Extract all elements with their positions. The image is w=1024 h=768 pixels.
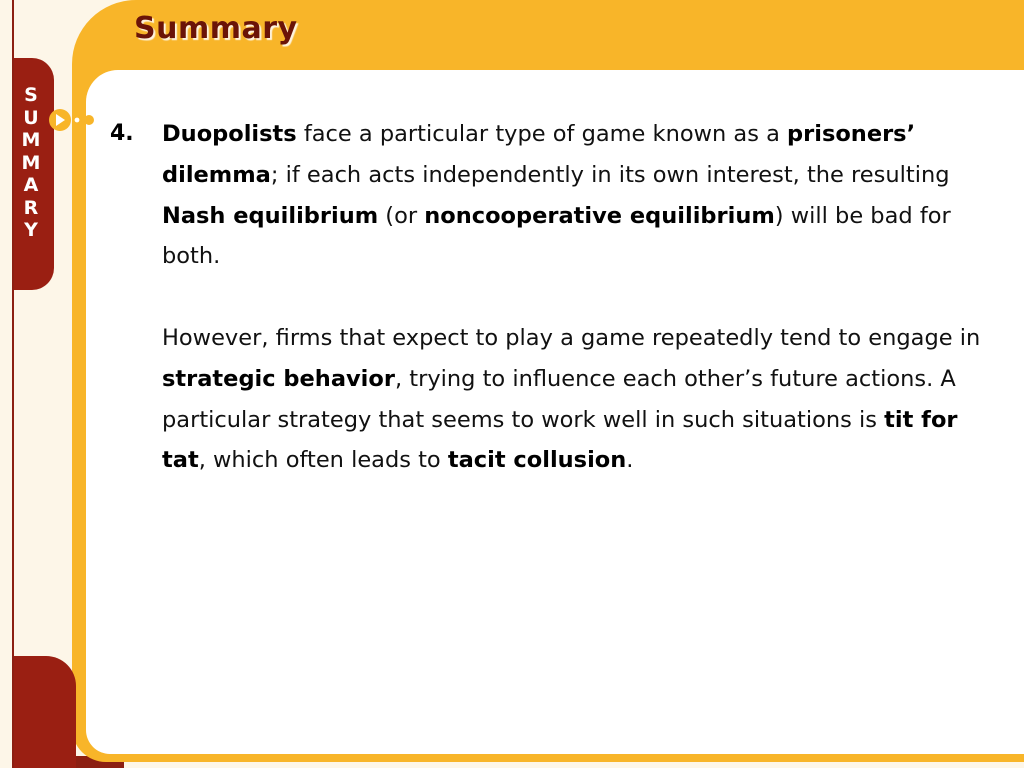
text-span: . xyxy=(626,447,634,474)
text-span: However, firms that expect to play a game repeatedly tend to engage in xyxy=(162,325,981,351)
term-prisoners-dilemma: prisoners’ dilemma xyxy=(162,121,916,188)
text-span: , which often leads to xyxy=(198,447,448,474)
summary-paragraph-2 xyxy=(162,318,984,481)
term-duopolists: Duopolists xyxy=(162,121,297,147)
summary-side-tab-label: S U M M A R Y xyxy=(21,84,41,241)
text-span: (or xyxy=(378,202,425,229)
summary-paragraph-1 xyxy=(162,114,984,277)
text-span: ) will be bad for both. xyxy=(162,202,951,270)
term-noncooperative-equilibrium: noncooperative equilibrium xyxy=(424,202,775,229)
text-span: face a particular type of game known as a xyxy=(296,121,788,147)
slide-title: Summary xyxy=(134,11,298,46)
term-tit-for-tat: tit for tat xyxy=(162,406,958,474)
term-strategic-behavior: strategic behavior xyxy=(162,365,395,392)
term-nash-equilibrium: Nash equilibrium xyxy=(162,202,379,229)
list-item-number: 4. xyxy=(110,121,134,146)
text-span: ; if each acts independently in its own interest, the resulting xyxy=(270,161,950,188)
summary-side-tab xyxy=(14,58,54,290)
text-span: , trying to influence each other’s future actions. A particular strategy that seems to work well in such situations is xyxy=(162,365,956,433)
side-tab-bottom-decoration xyxy=(14,656,76,768)
circle-play-arrow-icon xyxy=(48,108,96,132)
term-tacit-collusion: tacit collusion xyxy=(447,447,627,474)
